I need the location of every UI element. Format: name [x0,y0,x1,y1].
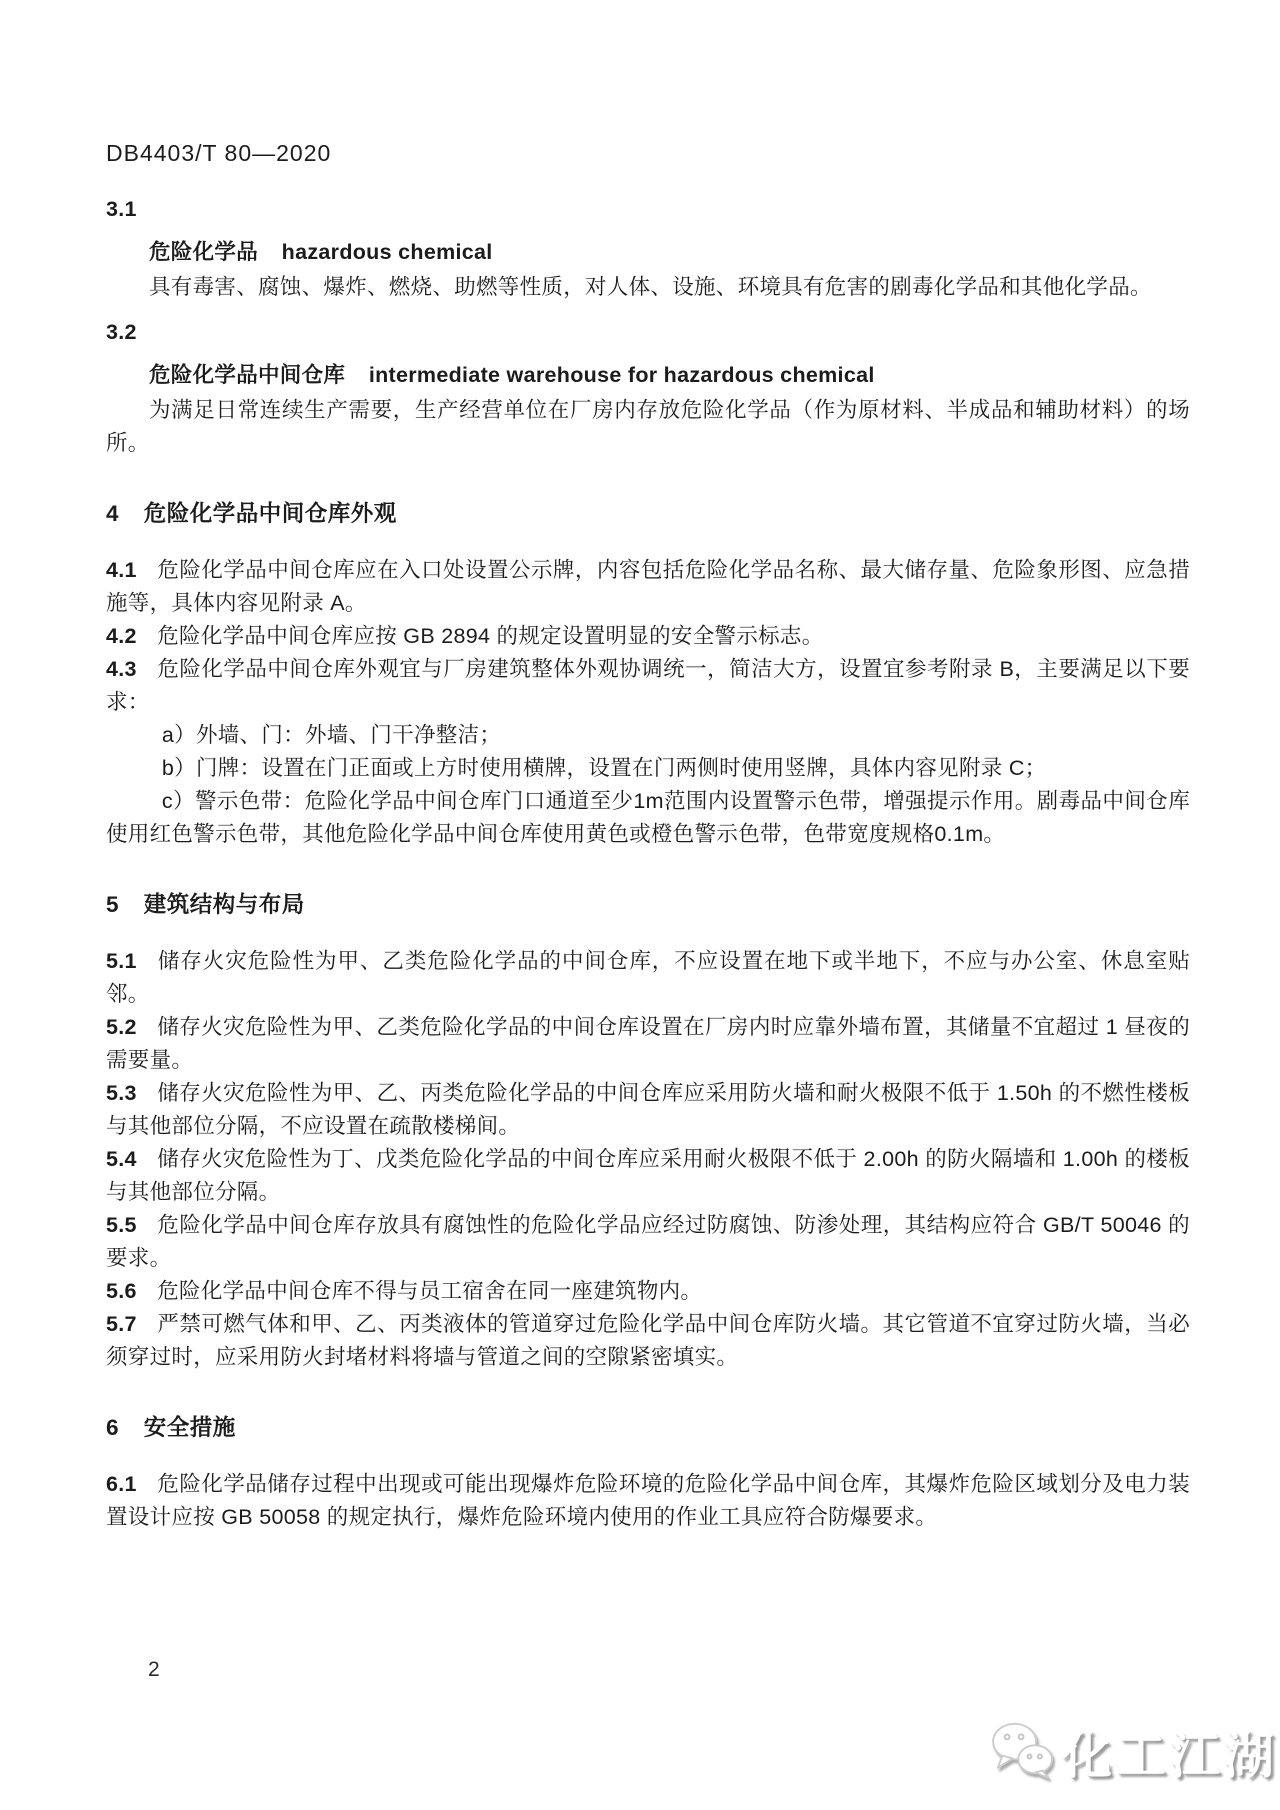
page-content [106,140,1190,1534]
clause-text: 危险化学品中间仓库应在入口处设置公示牌，内容包括危险化学品名称、最大储存量、危险象形图、应急措施等，具体内容见附录 A。 [106,558,1190,615]
clause-number: 5.7 [106,1312,137,1336]
section-title: 安全措施 [143,1415,236,1440]
clause-number: 5.1 [106,949,137,973]
section-heading [106,1410,1190,1442]
clause [106,1077,1190,1143]
clause-subitem: b）门牌：设置在门正面或上方时使用横牌，设置在门两侧时使用竖牌，具体内容见附录 C； [161,756,1047,780]
clause-text: 危险化学品储存过程中出现或可能出现爆炸危险环境的危险化学品中间仓库，其爆炸危险区域划分及电力装置设计应按 GB 50058 的规定执行，爆炸危险环境内使用的作业工具应符合防爆要求。 [106,1472,1190,1529]
clause [106,1308,1190,1374]
section-title: 建筑结构与布局 [143,892,305,917]
section-heading [106,496,1190,528]
term-number: 3.2 [106,320,137,344]
term-title-cn: 危险化学品 [149,240,259,264]
standard-number-header: DB4403/T 80—2020 [106,140,332,166]
page-number: 2 [148,1658,160,1681]
clause-text: 危险化学品中间仓库外观宜与厂房建筑整体外观协调统一，简洁大方，设置宜参考附录 B，主要满足以下要求： [106,657,1190,714]
section-heading [106,887,1190,919]
clause-text: 危险化学品中间仓库应按 GB 2894 的规定设置明显的安全警示标志。 [157,624,824,648]
clause [106,1143,1190,1209]
clause [106,1468,1190,1534]
term-title-en: intermediate warehouse for hazardous chemical [368,363,875,387]
term-definition: 具有毒害、腐蚀、爆炸、燃烧、助燃等性质，对人体、设施、环境具有危害的剧毒化学品和其他化学品。 [149,275,1152,299]
clause-number: 4.1 [106,558,137,582]
clause-number: 5.6 [106,1279,137,1303]
clause-text: 储存火灾危险性为甲、乙类危险化学品的中间仓库设置在厂房内时应靠外墙布置，其储量不宜超过 1 昼夜的需要量。 [106,1015,1190,1072]
section-number: 6 [106,1415,120,1440]
clause-number: 4.2 [106,624,137,648]
section-number: 5 [106,892,120,917]
clause-text: 危险化学品中间仓库不得与员工宿舍在同一座建筑物内。 [157,1279,703,1303]
clause [106,653,1190,719]
term-title [106,359,1190,392]
clause-number: 5.5 [106,1213,137,1237]
clause-subitem: a）外墙、门：外墙、门干净整洁； [161,723,502,747]
clause [106,1209,1190,1275]
clause [106,1011,1190,1077]
clause-number: 5.2 [106,1015,137,1039]
term-title [106,236,1190,269]
clause-number: 4.3 [106,657,137,681]
section-title: 危险化学品中间仓库外观 [143,501,397,526]
clause-number: 6.1 [106,1472,137,1496]
wechat-icon [990,1721,1056,1784]
watermark-label: 化工江湖 [1062,1728,1278,1784]
clause [106,945,1190,1011]
clause [106,620,1190,653]
clause-number: 5.3 [106,1081,137,1105]
term-definition: 为满足日常连续生产需要，生产经营单位在厂房内存放危险化学品（作为原材料、半成品和辅助材料）的场所。 [106,398,1190,455]
section-number: 4 [106,501,120,526]
clause-number: 5.4 [106,1147,137,1171]
clause-text: 储存火灾危险性为甲、乙类危险化学品的中间仓库，不应设置在地下或半地下，不应与办公室、休息室贴邻。 [106,949,1190,1006]
clause [106,1275,1190,1308]
clause [106,554,1190,620]
clause-text: 危险化学品中间仓库存放具有腐蚀性的危险化学品应经过防腐蚀、防渗处理，其结构应符合 GB/T 50046 的要求。 [106,1213,1190,1270]
term-title-cn: 危险化学品中间仓库 [149,363,346,387]
clause-text: 严禁可燃气体和甲、乙、丙类液体的管道穿过危险化学品中间仓库防火墙。其它管道不宜穿过防火墙，当必须穿过时，应采用防火封堵材料将墙与管道之间的空隙紧密填实。 [106,1312,1190,1369]
clause-subitem: c）警示色带：危险化学品中间仓库门口通道至少1m范围内设置警示色带，增强提示作用。剧毒品中间仓库使用红色警示色带，其他危险化学品中间仓库使用黄色或橙色警示色带，色带宽度规格0.1m。 [106,789,1190,846]
clause-text: 储存火灾危险性为甲、乙、丙类危险化学品的中间仓库应采用防火墙和耐火极限不低于 1.50h 的不燃性楼板与其他部位分隔，不应设置在疏散楼梯间。 [106,1081,1190,1138]
term-number: 3.1 [106,197,137,221]
term-title-en: hazardous chemical [281,240,493,264]
watermark [990,1716,1278,1788]
clause-text: 储存火灾危险性为丁、戊类危险化学品的中间仓库应采用耐火极限不低于 2.00h 的防火隔墙和 1.00h 的楼板与其他部位分隔。 [106,1147,1190,1204]
